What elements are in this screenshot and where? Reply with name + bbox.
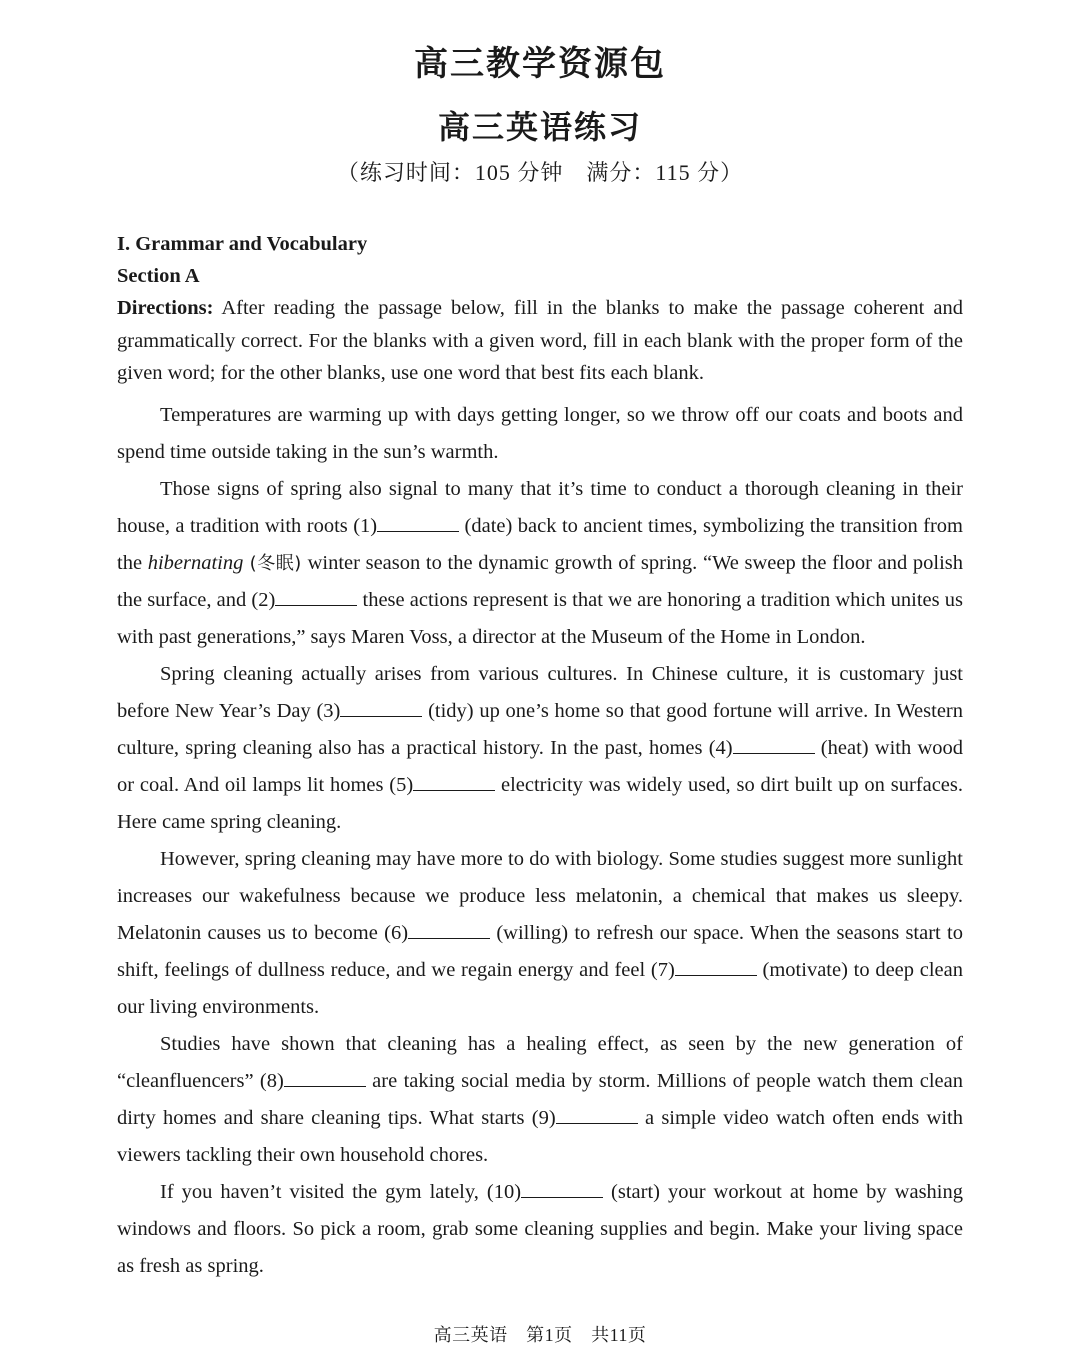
passage-paragraph-3 bbox=[117, 656, 963, 841]
blank-8[interactable] bbox=[284, 1085, 366, 1087]
paragraph-text: winter season to the dynamic growth of spring. “We sweep the floor and polish the surface, and (2) bbox=[117, 551, 964, 611]
blank-3[interactable] bbox=[340, 715, 422, 717]
paragraph-text: (motivate) to deep clean our living environments. bbox=[117, 958, 963, 1018]
blank-2[interactable] bbox=[275, 604, 357, 606]
italic-term: hibernating bbox=[147, 551, 244, 574]
passage-paragraph-6 bbox=[117, 1174, 963, 1285]
paragraph-text: (heat) with wood or coal. And oil lamps lit homes (5) bbox=[117, 736, 963, 796]
paragraph-text: are taking social media by storm. Millions of people watch them clean dirty homes and share cleaning tips. What starts (9) bbox=[117, 1069, 963, 1129]
exam-info: （练习时间：105 分钟 满分：115 分） bbox=[336, 160, 744, 185]
blank-7[interactable] bbox=[675, 974, 757, 976]
page-footer: 高三英语 第1页 共11页 bbox=[433, 1325, 647, 1345]
paragraph-text: Those signs of spring also signal to many that it’s time to conduct a thorough cleaning in their house, a tradition with roots (1) bbox=[117, 477, 963, 537]
paragraph-text: electricity was widely used, so dirt built up on surfaces. Here came spring cleaning. bbox=[117, 773, 964, 833]
section-title: Section A bbox=[117, 265, 200, 287]
paragraph-text: (tidy) up one’s home so that good fortune will arrive. In Western culture, spring cleaning also has a practical history. In the past, homes (4) bbox=[117, 699, 963, 759]
paragraph-text: Temperatures are warming up with days getting longer, so we throw off our coats and boots and spend time outside taking in the sun’s warmth. bbox=[117, 403, 963, 463]
directions bbox=[117, 292, 963, 390]
blank-1[interactable] bbox=[377, 530, 459, 532]
paragraph-text: (date) back to ancient times, symbolizing the transition from the bbox=[117, 514, 964, 574]
paragraph-text: (willing) to refresh our space. When the seasons start to shift, feelings of dullness reduce, and we regain energy and feel (7) bbox=[117, 921, 963, 981]
paragraph-text: If you haven’t visited the gym lately, (10) bbox=[160, 1180, 522, 1203]
blank-6[interactable] bbox=[408, 937, 490, 939]
directions-text: After reading the passage below, fill in the blanks to make the passage coherent and grammatically correct. For the blanks with a given word, fill in each blank with the proper form of the given word; for the other blanks, use one word that best fits each blank. bbox=[117, 297, 963, 384]
passage-paragraph-5 bbox=[117, 1026, 963, 1174]
paragraph-text: (start) your workout at home by washing windows and floors. So pick a room, grab some cleaning supplies and begin. Make your living space as fresh as spring. bbox=[117, 1180, 963, 1277]
directions-label: Directions: bbox=[117, 297, 214, 319]
blank-4[interactable] bbox=[733, 752, 815, 754]
part-title: I. Grammar and Vocabulary bbox=[117, 233, 368, 255]
chinese-gloss: (冬眠) bbox=[243, 552, 308, 574]
blank-10[interactable] bbox=[521, 1196, 603, 1198]
passage-paragraph-2 bbox=[117, 471, 963, 656]
exam-content bbox=[117, 228, 963, 1285]
paragraph-text: However, spring cleaning may have more to do with biology. Some studies suggest more sunlight increases our wakefulness because we produce less melatonin, a chemical that makes us sleepy. Melatonin causes us to become (6) bbox=[117, 847, 963, 944]
blank-5[interactable] bbox=[413, 789, 495, 791]
passage-paragraph-4 bbox=[117, 841, 963, 1026]
paragraph-text: Spring cleaning actually arises from various cultures. In Chinese culture, it is customary just before New Year’s Day (3) bbox=[117, 662, 963, 722]
blank-9[interactable] bbox=[556, 1122, 638, 1124]
paragraph-text: Studies have shown that cleaning has a healing effect, as seen by the new generation of “cleanfluencers” (8) bbox=[117, 1032, 963, 1092]
passage-paragraph-1 bbox=[117, 397, 963, 471]
paragraph-text: a simple video watch often ends with viewers tackling their own household chores. bbox=[117, 1106, 963, 1166]
main-title: 高三教学资源包 bbox=[414, 44, 666, 84]
paragraph-text: these actions represent is that we are honoring a tradition which unites us with past generations,” says Maren Voss, a director at the Museum of the Home in London. bbox=[117, 588, 963, 648]
sub-title: 高三英语练习 bbox=[437, 108, 642, 146]
